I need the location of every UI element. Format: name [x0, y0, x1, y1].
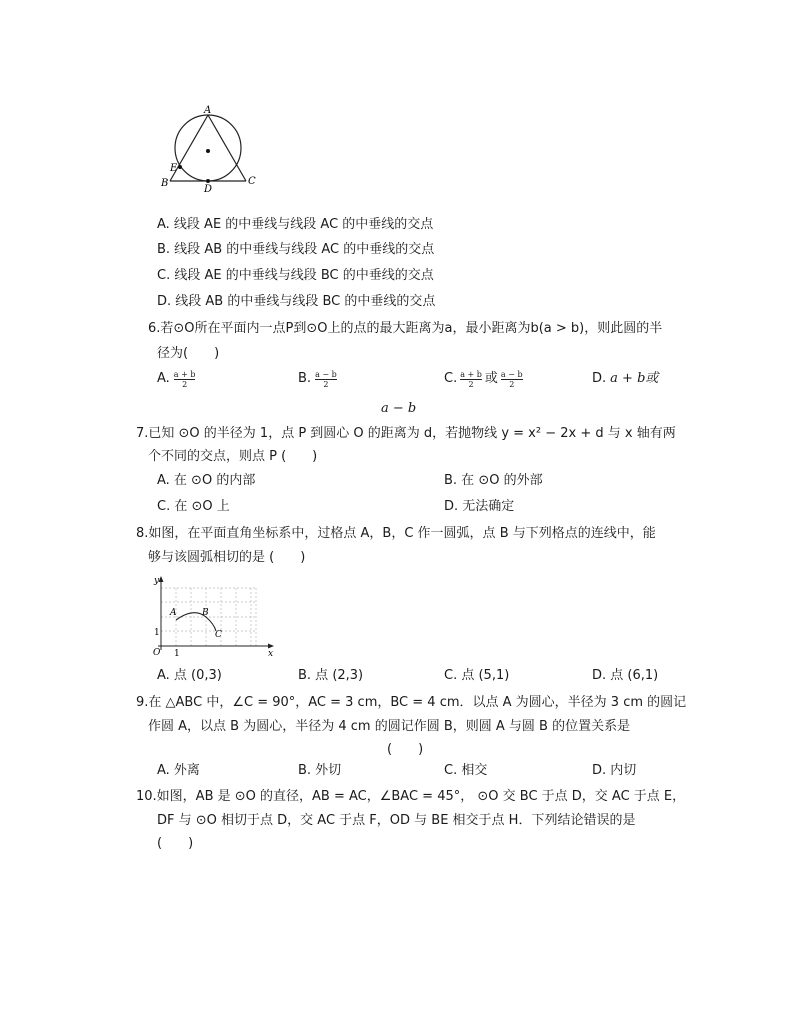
q6-option-c-num2: a − b	[500, 369, 523, 379]
q6-option-c-num1: a + b	[460, 369, 482, 379]
q6-option-a[interactable]	[157, 367, 195, 391]
circle-o	[175, 115, 241, 181]
q6-option-d-label: D.	[592, 371, 607, 386]
q8-option-d[interactable]: D. 点 (6,1)	[592, 668, 659, 683]
point-d	[206, 179, 210, 183]
center-point	[206, 149, 210, 153]
circle-triangle-figure	[158, 104, 268, 192]
q7-option-a[interactable]: A. 在 ⊙O 的内部	[157, 473, 256, 488]
q6-option-c-label: C.	[444, 371, 458, 386]
q6-option-b-num: a − b	[315, 369, 337, 379]
q8-stem-line2: 够与该圆弧相切的是 ( )	[148, 550, 306, 565]
q6-option-b-den: 2	[323, 379, 329, 389]
side-ac	[208, 115, 246, 181]
q9-option-d[interactable]: D. 内切	[592, 763, 637, 778]
grid-arc-figure	[150, 574, 280, 658]
q5-option-c[interactable]: C. 线段 AE 的中垂线与线段 BC 的中垂线的交点	[157, 268, 434, 283]
x-axis-arrow	[268, 644, 274, 649]
q6-stem-line2: 径为( )	[157, 346, 220, 361]
q10-stem-line2: DF 与 ⊙O 相切于点 D，交 AC 于点 F，OD 与 BE 相交于点 H．下列结论错误的是	[157, 813, 636, 828]
point-e	[178, 165, 182, 169]
q6-option-b[interactable]	[298, 367, 337, 391]
label-one-x: 1	[174, 649, 180, 658]
q7-stem-line1: 7.已知 ⊙O 的半径为 1，点 P 到圆心 O 的距离为 d，若抛物线 y = x² − 2x + d 与 x 轴有两	[136, 426, 676, 441]
q8-option-a[interactable]: A. 点 (0,3)	[157, 668, 222, 683]
label-e: E	[170, 163, 178, 174]
q6-option-c-den2: 2	[509, 379, 515, 389]
q6-option-c-or: 或	[484, 371, 498, 386]
q9-option-a[interactable]: A. 外离	[157, 763, 200, 778]
q9-stem-line1: 9.在 △ABC 中，∠C = 90°，AC = 3 cm，BC = 4 cm．以点 A 为圆心，半径为 3 cm 的圆记	[136, 695, 687, 710]
q6-option-d-continued: a − b	[381, 401, 417, 416]
q9-stem-line3: ( )	[387, 742, 424, 757]
y-axis-arrow	[159, 576, 164, 582]
label-b: B	[202, 608, 209, 618]
q6-option-a-num: a + b	[173, 369, 196, 379]
label-x: x	[268, 649, 274, 658]
q8-option-b[interactable]: B. 点 (2,3)	[298, 668, 364, 683]
q9-stem-line2: 作圆 A，以点 B 为圆心，半径为 4 cm 的圆记作圆 B，则圆 A 与圆 B 的位置关系是	[148, 719, 631, 734]
q5-option-a[interactable]: A. 线段 AE 的中垂线与线段 AC 的中垂线的交点	[157, 217, 434, 232]
q7-option-c[interactable]: C. 在 ⊙O 上	[157, 499, 230, 514]
q6-option-c[interactable]	[444, 367, 523, 391]
q6-option-c-den1: 2	[468, 379, 474, 389]
q7-stem-line2: 个不同的交点，则点 P ( )	[148, 449, 318, 464]
arc-abc	[176, 613, 216, 631]
q6-option-d[interactable]	[592, 370, 658, 388]
q6-option-a-label: A.	[157, 371, 170, 386]
q9-option-b[interactable]: B. 外切	[298, 763, 342, 778]
label-a: A	[204, 105, 212, 116]
q5-option-d[interactable]: D. 线段 AB 的中垂线与线段 BC 的中垂线的交点	[157, 294, 436, 309]
label-d: D	[204, 184, 213, 192]
q6-option-d-text: a + b或	[610, 371, 659, 386]
label-c: C	[248, 176, 256, 187]
q5-option-b[interactable]: B. 线段 AB 的中垂线与线段 AC 的中垂线的交点	[157, 242, 435, 257]
label-a: A	[170, 608, 177, 618]
q10-stem-line1: 10.如图，AB 是 ⊙O 的直径，AB = AC，∠BAC = 45°， ⊙O 交 BC 于点 D，交 AC 于点 E，	[136, 789, 686, 804]
label-one-y: 1	[154, 628, 160, 638]
label-b: B	[161, 178, 169, 189]
q6-stem-line1: 6.若⊙O所在平面内一点P到⊙O上的点的最大距离为a，最小距离为b(a > b)，则此圆的半	[148, 321, 663, 336]
q8-stem-line1: 8.如图，在平面直角坐标系中，过格点 A，B，C 作一圆弧，点 B 与下列格点的连线中，能	[136, 526, 656, 541]
q9-option-c[interactable]: C. 相交	[444, 763, 488, 778]
q6-option-a-den: 2	[182, 379, 188, 389]
q7-option-b[interactable]: B. 在 ⊙O 的外部	[444, 473, 543, 488]
label-y: y	[154, 576, 160, 586]
label-o: O	[153, 648, 161, 658]
q6-option-b-label: B.	[298, 371, 312, 386]
q8-option-c[interactable]: C. 点 (5,1)	[444, 668, 510, 683]
label-c: C	[215, 630, 222, 640]
q10-stem-line3: ( )	[157, 836, 194, 851]
q7-option-d[interactable]: D. 无法确定	[444, 499, 515, 514]
